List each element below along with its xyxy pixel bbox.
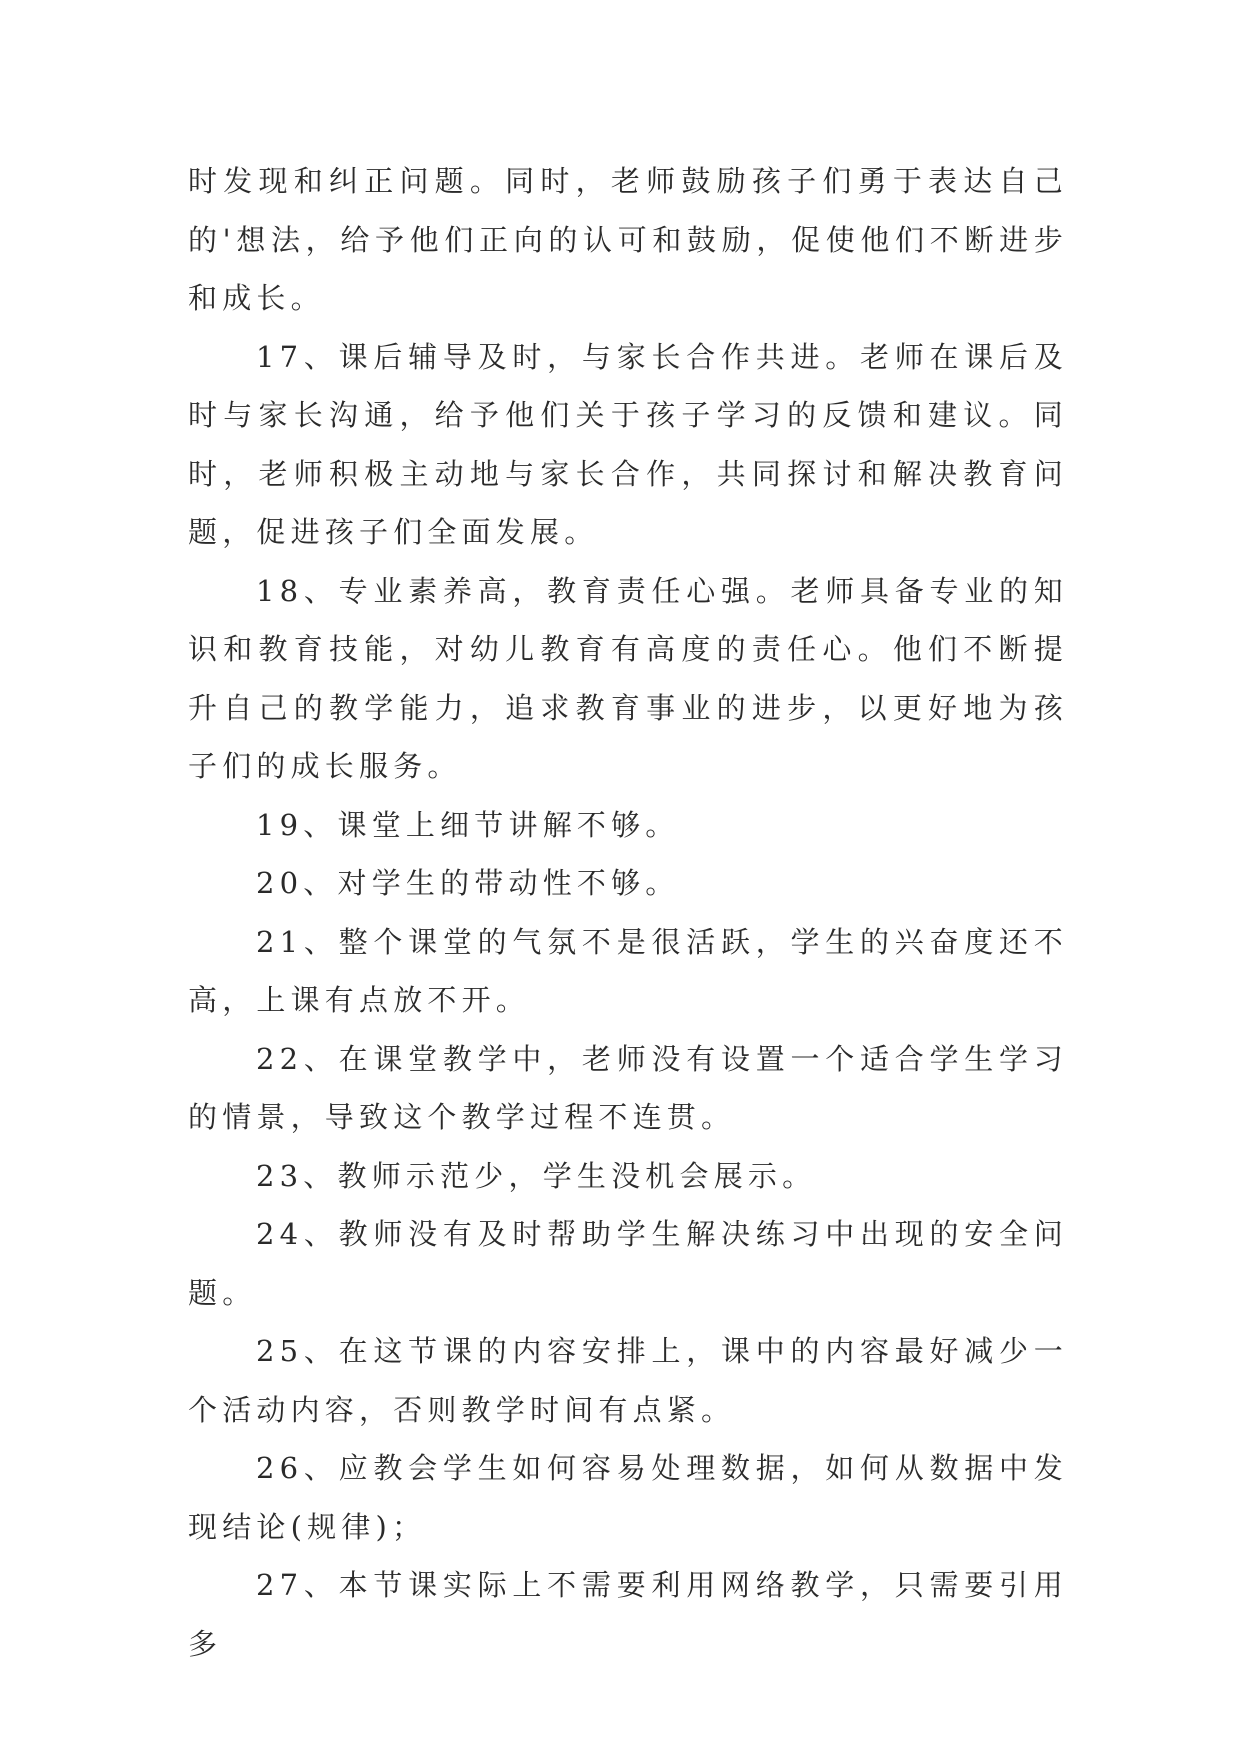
paragraph-item-23: 23、教师示范少，学生没机会展示。 (256, 1158, 817, 1193)
paragraph-item-19: 19、课堂上细节讲解不够。 (256, 807, 680, 842)
paragraph-item-25: 25、在这节课的内容安排上，课中的内容最好减少一个活动内容，否则教学时间有点紧。 (188, 1334, 1068, 1427)
paragraph-item-24: 24、教师没有及时帮助学生解决练习中出现的安全问题。 (188, 1217, 1068, 1310)
paragraph-continuation: 时发现和纠正问题。同时，老师鼓励孩子们勇于表达自己的'想法，给予他们正向的认可和鼓励，促使他们不断进步和成长。 (188, 164, 1068, 315)
document-body (188, 152, 1068, 1673)
paragraph-item-17: 17、课后辅导及时，与家长合作共进。老师在课后及时与家长沟通，给予他们关于孩子学习的反馈和建议。同时，老师积极主动地与家长合作，共同探讨和解决教育问题，促进孩子们全面发展。 (188, 339, 1068, 549)
paragraph-item-20: 20、对学生的带动性不够。 (256, 866, 680, 900)
paragraph-item-27: 27、本节课实际上不需要利用网络教学，只需要引用多 (188, 1568, 1068, 1661)
paragraph-item-18: 18、专业素养高，教育责任心强。老师具备专业的知识和教育技能，对幼儿教育有高度的责任心。他们不断提升自己的教学能力，追求教育事业的进步，以更好地为孩子们的成长服务。 (188, 573, 1068, 783)
paragraph-item-21: 21、整个课堂的气氛不是很活跃，学生的兴奋度还不高，上课有点放不开。 (188, 924, 1068, 1017)
paragraph-item-22: 22、在课堂教学中，老师没有设置一个适合学生学习的情景，导致这个教学过程不连贯。 (188, 1041, 1068, 1134)
paragraph-item-26: 26、应教会学生如何容易处理数据，如何从数据中发现结论(规律)； (188, 1451, 1068, 1544)
